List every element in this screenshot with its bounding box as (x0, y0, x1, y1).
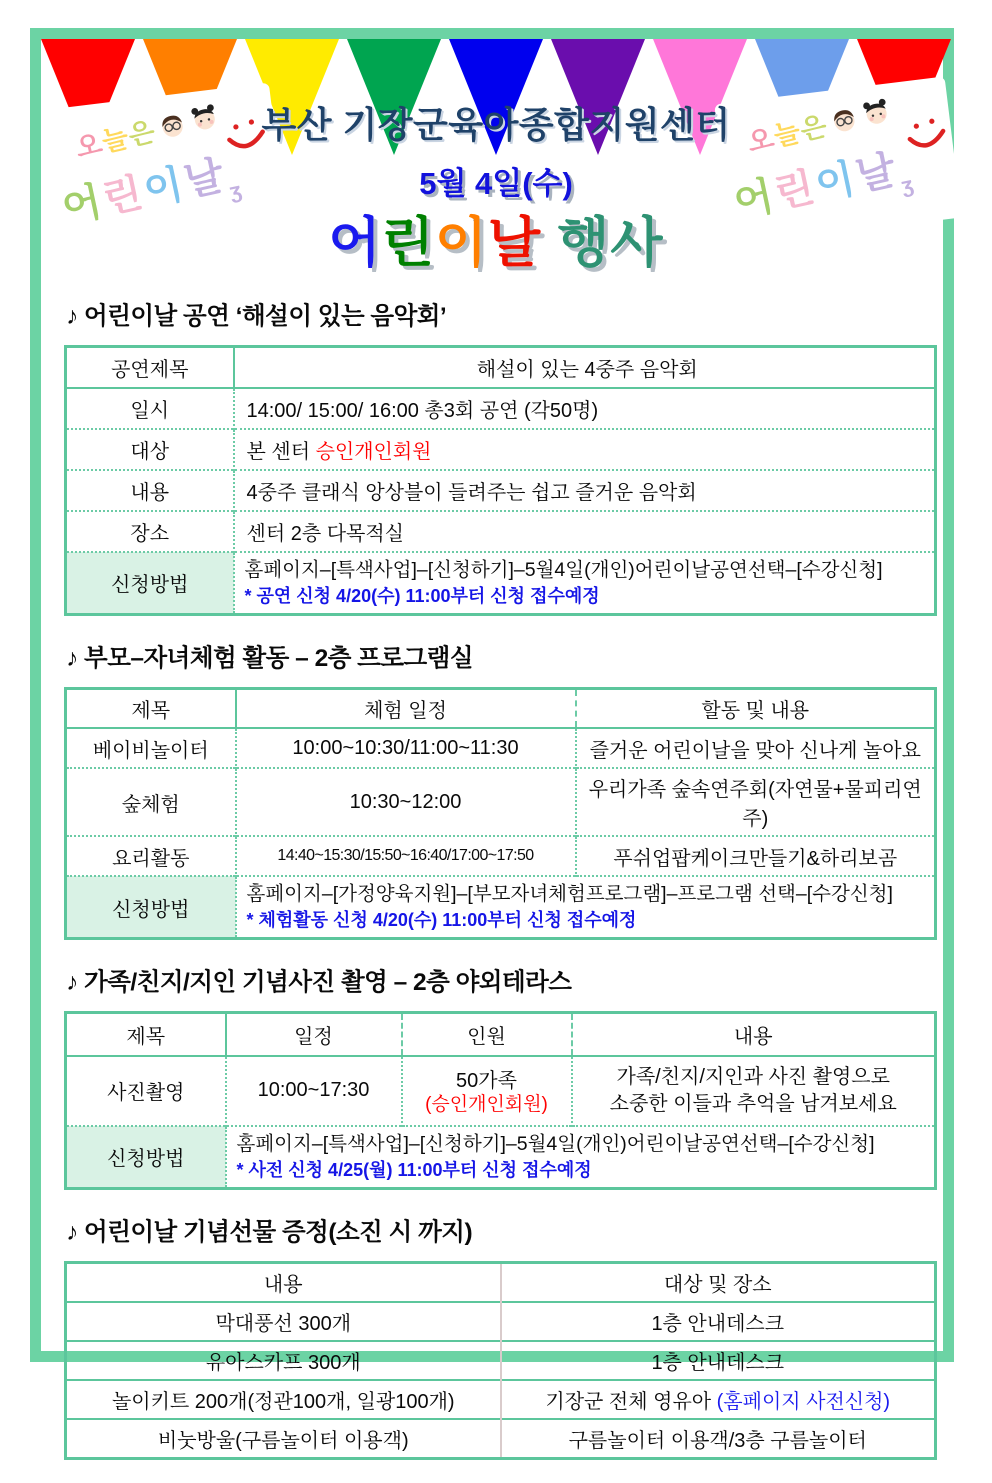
description-line: 가족/친지/지인과 사진 촬영으로 (579, 1064, 929, 1091)
apply-method (226, 1126, 936, 1189)
cell-description (572, 1056, 936, 1126)
apply-label: 신청방법 (66, 552, 234, 615)
cell-schedule: 14:40~15:30/15:50~16:40/17:00~17:50 (236, 836, 576, 876)
apply-row (66, 1126, 936, 1189)
table-row (66, 1419, 936, 1459)
cell-value: 14:00/ 15:00/ 16:00 총3회 공연 (각50명) (234, 388, 936, 429)
cell-gift-place (501, 1302, 936, 1341)
cell-activity: 요리활동 (66, 836, 236, 876)
event-date: 5월 4일(수) (0, 158, 992, 203)
cell-label: 장소 (66, 511, 234, 552)
table-row (66, 1380, 936, 1419)
apply-row (66, 552, 936, 615)
cell-gift-item: 비눗방울(구름놀이터 이용객) (66, 1419, 501, 1459)
cell-value: 4중주 클래식 앙상블이 들려주는 쉽고 즐거운 음악회 (234, 470, 936, 511)
table-row (66, 1302, 936, 1341)
apply-path: 홈페이지–[특색사업]–[신청하기]–5월4일(개인)어린이날공연선택–[수강신청] (245, 557, 925, 583)
approved-member-highlight: 승인개인회원 (316, 441, 432, 463)
organization-title: 부산 기장군육아종합지원센터 (0, 97, 992, 148)
section-title: ♪ 가족/친지/지인 기념사진 촬영 – 2층 야외테라스 (66, 963, 935, 998)
main-title: 어린이날 행사 (0, 200, 992, 277)
column-header: 할동 및 내용 (576, 688, 936, 728)
gifts-table (64, 1261, 937, 1460)
activities-table (64, 687, 937, 941)
apply-row (66, 876, 936, 939)
deco-text: 오늘은 (743, 104, 831, 160)
cell-gift-place (501, 1380, 936, 1419)
header-row (66, 1262, 936, 1302)
cell-schedule: 10:30~12:00 (236, 768, 576, 836)
table-row (66, 470, 936, 511)
column-header: 인원 (402, 1013, 572, 1056)
apply-path: 홈페이지–[특색사업]–[신청하기]–5월4일(개인)어린이날공연선택–[수강신청] (237, 1131, 925, 1157)
section-photo-shoot (64, 963, 937, 1190)
cell-schedule: 10:00~10:30/11:00~11:30 (236, 728, 576, 768)
place-note: (홈페이지 사전신청) (717, 1391, 890, 1413)
apply-method (234, 552, 936, 615)
apply-label: 신청방법 (66, 876, 236, 939)
cell-gift-place (501, 1341, 936, 1380)
deco-text: 오늘은 (71, 109, 159, 165)
cell-value (234, 429, 936, 470)
cell-label: 공연제목 (66, 347, 234, 388)
performance-table (64, 345, 937, 616)
place-text: 1층 안내데스크 (651, 1352, 784, 1374)
table-row (66, 1341, 936, 1380)
table-row (66, 768, 936, 836)
section-title: ♪ 부모–자녀체험 활동 – 2층 프로그램실 (66, 639, 935, 674)
deco-word-childrens-day: 어린이날$_ʒ$ (728, 126, 960, 234)
apply-note: * 공연 신청 4/20(수) 11:00부터 신청 접수예정 (245, 584, 925, 609)
table-row (66, 429, 936, 470)
table-row (66, 388, 936, 429)
cell-activity: 베이비놀이터 (66, 728, 236, 768)
poster-content (64, 297, 937, 1483)
place-text: 기장군 전체 영유아 (545, 1391, 716, 1413)
capacity-text: 50가족 (456, 1070, 517, 1092)
column-header: 내용 (572, 1013, 936, 1056)
header-row (66, 688, 936, 728)
description-line: 소중한 이들과 추억을 남겨보세요 (579, 1091, 929, 1118)
table-row (66, 511, 936, 552)
section-title: ♪ 어린이날 공연 ‘해설이 있는 음악회’ (66, 297, 935, 332)
cell-label: 일시 (66, 388, 234, 429)
column-header: 대상 및 장소 (501, 1262, 936, 1302)
value-text: 본 센터 (247, 441, 316, 463)
table-row (66, 728, 936, 768)
column-header: 일정 (226, 1013, 402, 1056)
apply-path: 홈페이지–[가정양육지원]–[부모자녀체험프로그램]–프로그램 선택–[수강신청] (247, 881, 925, 907)
cell-schedule: 10:00~17:30 (226, 1056, 402, 1126)
column-header: 제목 (66, 688, 236, 728)
section-performance (64, 297, 937, 616)
cell-description: 우리가족 숲속연주회(자연물+물피리연주) (576, 768, 936, 836)
table-row (66, 347, 936, 388)
apply-note: * 사전 신청 4/25(월) 11:00부터 신청 접수예정 (237, 1158, 925, 1183)
cell-description: 푸쉬업팝케이크만들기&하리보곰 (576, 836, 936, 876)
column-header: 체험 일정 (236, 688, 576, 728)
cell-gift-item: 놀이키트 200개(정관100개, 일광100개) (66, 1380, 501, 1419)
cell-label: 대상 (66, 429, 234, 470)
section-title: ♪ 어린이날 기념선물 증정(소진 시 까지) (66, 1213, 935, 1248)
cell-value: 센터 2층 다목적실 (234, 511, 936, 552)
table-row (66, 836, 936, 876)
cell-capacity (402, 1056, 572, 1126)
cell-label: 내용 (66, 470, 234, 511)
place-text: 1층 안내데스크 (651, 1313, 784, 1335)
cell-description: 즐거운 어린이날을 맞아 신나게 놀아요 (576, 728, 936, 768)
apply-method (236, 876, 936, 939)
section-gifts (64, 1213, 937, 1460)
photo-table (64, 1011, 937, 1190)
column-header: 내용 (66, 1262, 501, 1302)
cell-gift-place (501, 1419, 936, 1459)
column-header: 제목 (66, 1013, 226, 1056)
cell-activity: 사진촬영 (66, 1056, 226, 1126)
deco-word-childrens-day: 어린이날$_ʒ$ (56, 132, 284, 239)
table-row (66, 1056, 936, 1126)
cell-gift-item: 막대풍선 300개 (66, 1302, 501, 1341)
apply-note: * 체험활동 신청 4/20(수) 11:00부터 신청 접수예정 (247, 908, 925, 933)
approved-member-highlight: (승인개인회원) (409, 1093, 565, 1117)
section-parent-child-activities (64, 639, 937, 941)
header-row (66, 1013, 936, 1056)
cell-activity: 숲체험 (66, 768, 236, 836)
cell-gift-item: 유아스카프 300개 (66, 1341, 501, 1380)
apply-label: 신청방법 (66, 1126, 226, 1189)
place-text: 구름놀이터 이용객/3층 구름놀이터 (569, 1430, 867, 1452)
cell-value: 해설이 있는 4중주 음악회 (234, 347, 936, 388)
